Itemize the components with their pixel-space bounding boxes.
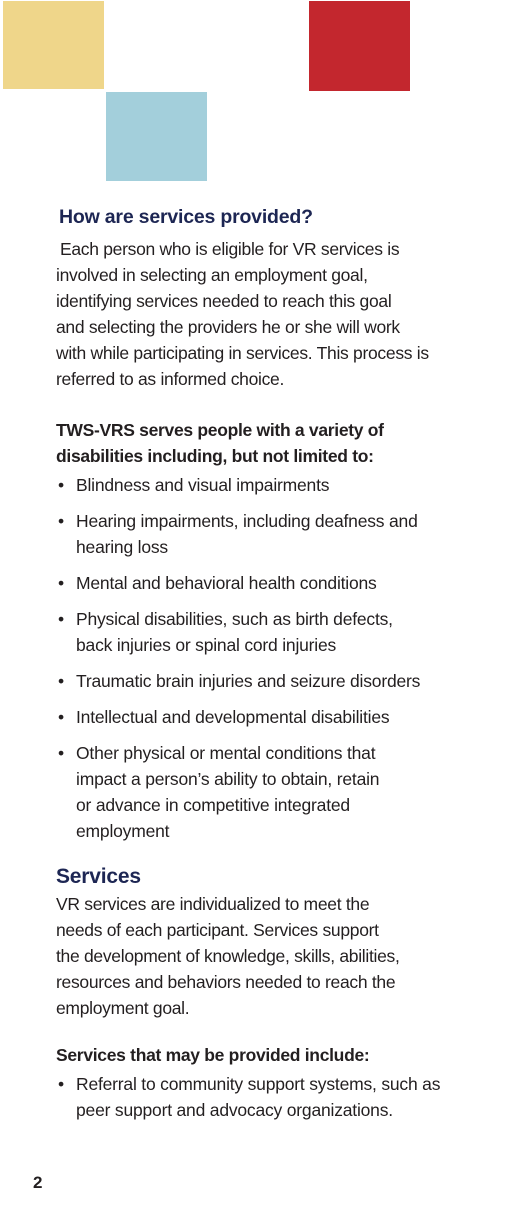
paragraph-line: Each person who is eligible for VR services is <box>60 239 400 259</box>
decor-square-blue <box>106 92 207 181</box>
list-item-text: back injuries or spinal cord injuries <box>76 635 337 655</box>
list-item-text: hearing loss <box>76 537 168 557</box>
disabilities-list <box>56 472 486 844</box>
list-item <box>56 570 486 596</box>
list-item-text: Referral to community support systems, such as <box>76 1074 441 1094</box>
list-item-text: Hearing impairments, including deafness and <box>76 511 418 531</box>
paragraph-line: resources and behaviors needed to reach the <box>56 972 396 992</box>
paragraph-line: and selecting the providers he or she will work <box>56 317 400 337</box>
list-item <box>56 668 486 694</box>
paragraph-line: referred to as informed choice. <box>56 369 285 389</box>
list-lead-line: disabilities including, but not limited to: <box>56 446 374 466</box>
list-item-text: or advance in competitive integrated <box>76 795 350 815</box>
bullet-icon: • <box>58 671 64 691</box>
section-heading-how-provided: How are services provided? <box>59 206 313 228</box>
list-item-text: Mental and behavioral health conditions <box>76 573 377 593</box>
paragraph-line: identifying services needed to reach this goal <box>56 291 392 311</box>
list-item <box>56 740 486 844</box>
list-item <box>56 1071 486 1123</box>
list-item-text: impact a person’s ability to obtain, retain <box>76 769 380 789</box>
informed-choice-paragraph <box>56 236 486 392</box>
list-lead-line: TWS-VRS serves people with a variety of <box>56 420 384 440</box>
page-number: 2 <box>33 1173 43 1192</box>
list-item-text: peer support and advocacy organizations. <box>76 1100 393 1120</box>
list-item <box>56 606 486 658</box>
list-item-text: employment <box>76 821 170 841</box>
list-item-text: Traumatic brain injuries and seizure disorders <box>76 671 421 691</box>
list-item-text: Intellectual and developmental disabilities <box>76 707 390 727</box>
bullet-icon: • <box>58 573 64 593</box>
decor-square-red <box>309 1 410 91</box>
page-content <box>56 203 486 1133</box>
disabilities-list-lead <box>56 417 486 469</box>
list-item <box>56 704 486 730</box>
list-item-text: Other physical or mental conditions that <box>76 743 376 763</box>
list-item <box>56 472 486 498</box>
services-paragraph <box>56 891 486 1021</box>
decor-square-yellow <box>3 1 104 89</box>
bullet-icon: • <box>58 707 64 727</box>
bullet-icon: • <box>58 743 64 763</box>
paragraph-line: the development of knowledge, skills, abilities, <box>56 946 400 966</box>
bullet-icon: • <box>58 511 64 531</box>
paragraph-line: needs of each participant. Services support <box>56 920 379 940</box>
paragraph-line: involved in selecting an employment goal, <box>56 265 368 285</box>
paragraph-line: employment goal. <box>56 998 190 1018</box>
bullet-icon: • <box>58 475 64 495</box>
services-list <box>56 1071 486 1123</box>
paragraph-line: VR services are individualized to meet the <box>56 894 370 914</box>
bullet-icon: • <box>58 609 64 629</box>
paragraph-line: with while participating in services. This process is <box>56 343 429 363</box>
list-item-text: Blindness and visual impairments <box>76 475 330 495</box>
section-heading-services: Services <box>56 865 141 888</box>
bullet-icon: • <box>58 1074 64 1094</box>
services-list-lead: Services that may be provided include: <box>56 1045 370 1065</box>
list-item-text: Physical disabilities, such as birth defects, <box>76 609 393 629</box>
list-item <box>56 508 486 560</box>
